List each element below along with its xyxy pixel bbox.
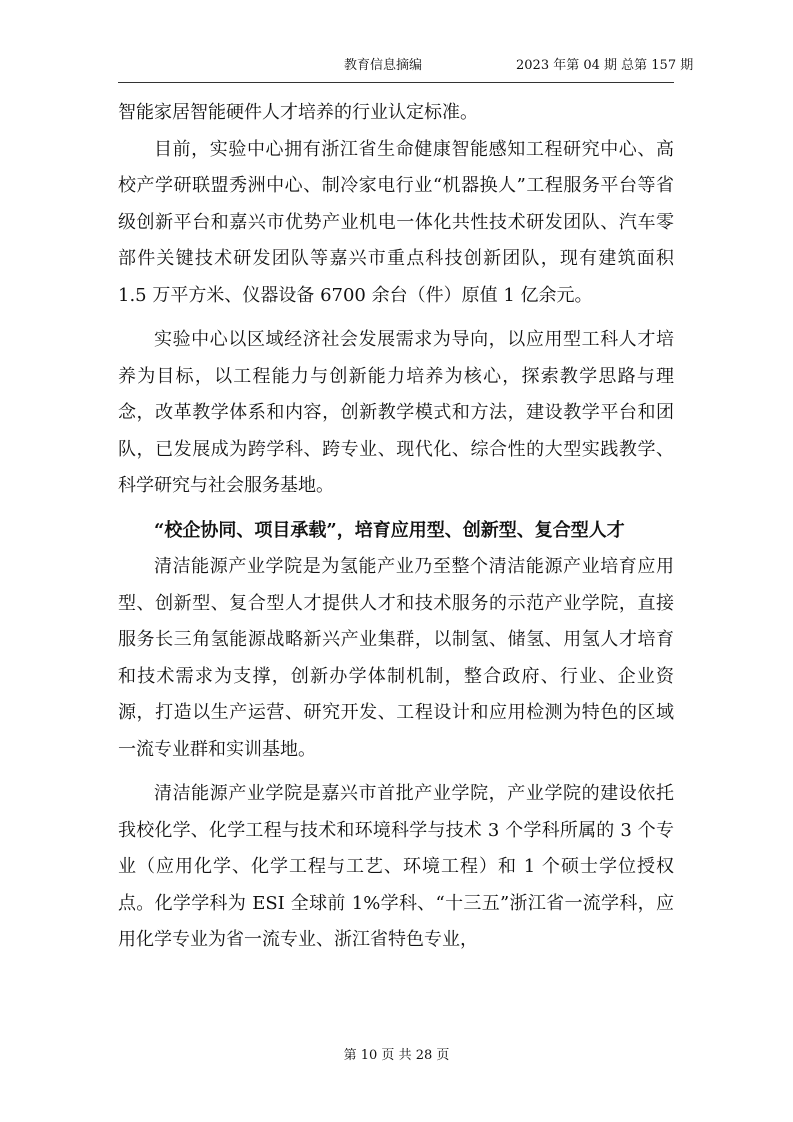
- page-header: [0, 54, 793, 74]
- journal-title: 教育信息摘编: [344, 58, 423, 73]
- paragraph-continuation: 智能家居智能硬件人才培养的行业认定标准。: [118, 102, 478, 123]
- paragraph: 清洁能源产业学院是为氢能产业乃至整个清洁能源产业培育应用型、创新型、复合型人才提供人才和技术服务的示范产业学院，直接服务长三角氢能源战略新兴产业集群，以制氢、储氢、用氢人才培育和技术需求为支撑，创新办学体制机制，整合政府、行业、企业资源，打造以生产运营、研究开发、工程设计和应用检测为特色的区域一流专业群和实训基地。: [118, 556, 674, 760]
- header-rule: [118, 82, 674, 83]
- paragraph: 实验中心以区域经济社会发展需求为导向，以应用型工科人才培养为目标，以工程能力与创新能力培养为核心，探索教学思路与理念，改革教学体系和内容，创新教学模式和方法，建设教学平台和团队，已发展成为跨学科、跨专业、现代化、综合性的大型实践教学、科学研究与社会服务基地。: [118, 329, 674, 496]
- section-heading: “校企协同、项目承载”，培育应用型、创新型、复合型人才: [154, 519, 625, 541]
- issue-info: 2023 年第 04 期 总第 157 期: [516, 58, 694, 73]
- paragraph: 目前，实验中心拥有浙江省生命健康智能感知工程研究中心、高校产学研联盟秀洲中心、制冷家电行业“机器换人”工程服务平台等省级创新平台和嘉兴市优势产业机电一体化共性技术研发团队、汽车零部件关键技术研发团队等嘉兴市重点科技创新团队，现有建筑面积 1.5 万平方米、仪器设备 6700 余台（件）原值 1 亿余元。: [118, 138, 674, 306]
- page-footer: 第 10 页 共 28 页: [343, 1048, 450, 1063]
- paragraph: 清洁能源产业学院是嘉兴市首批产业学院，产业学院的建设依托我校化学、化学工程与技术和环境科学与技术 3 个学科所属的 3 个专业（应用化学、化学工程与工艺、环境工程）和 1 个硕士学位授权点。化学学科为 ESI 全球前 1%学科、“十三五”浙江省一流学科，应用化学专业为省一流专业、浙江省特色专业，: [118, 783, 674, 950]
- article-body: [118, 95, 674, 959]
